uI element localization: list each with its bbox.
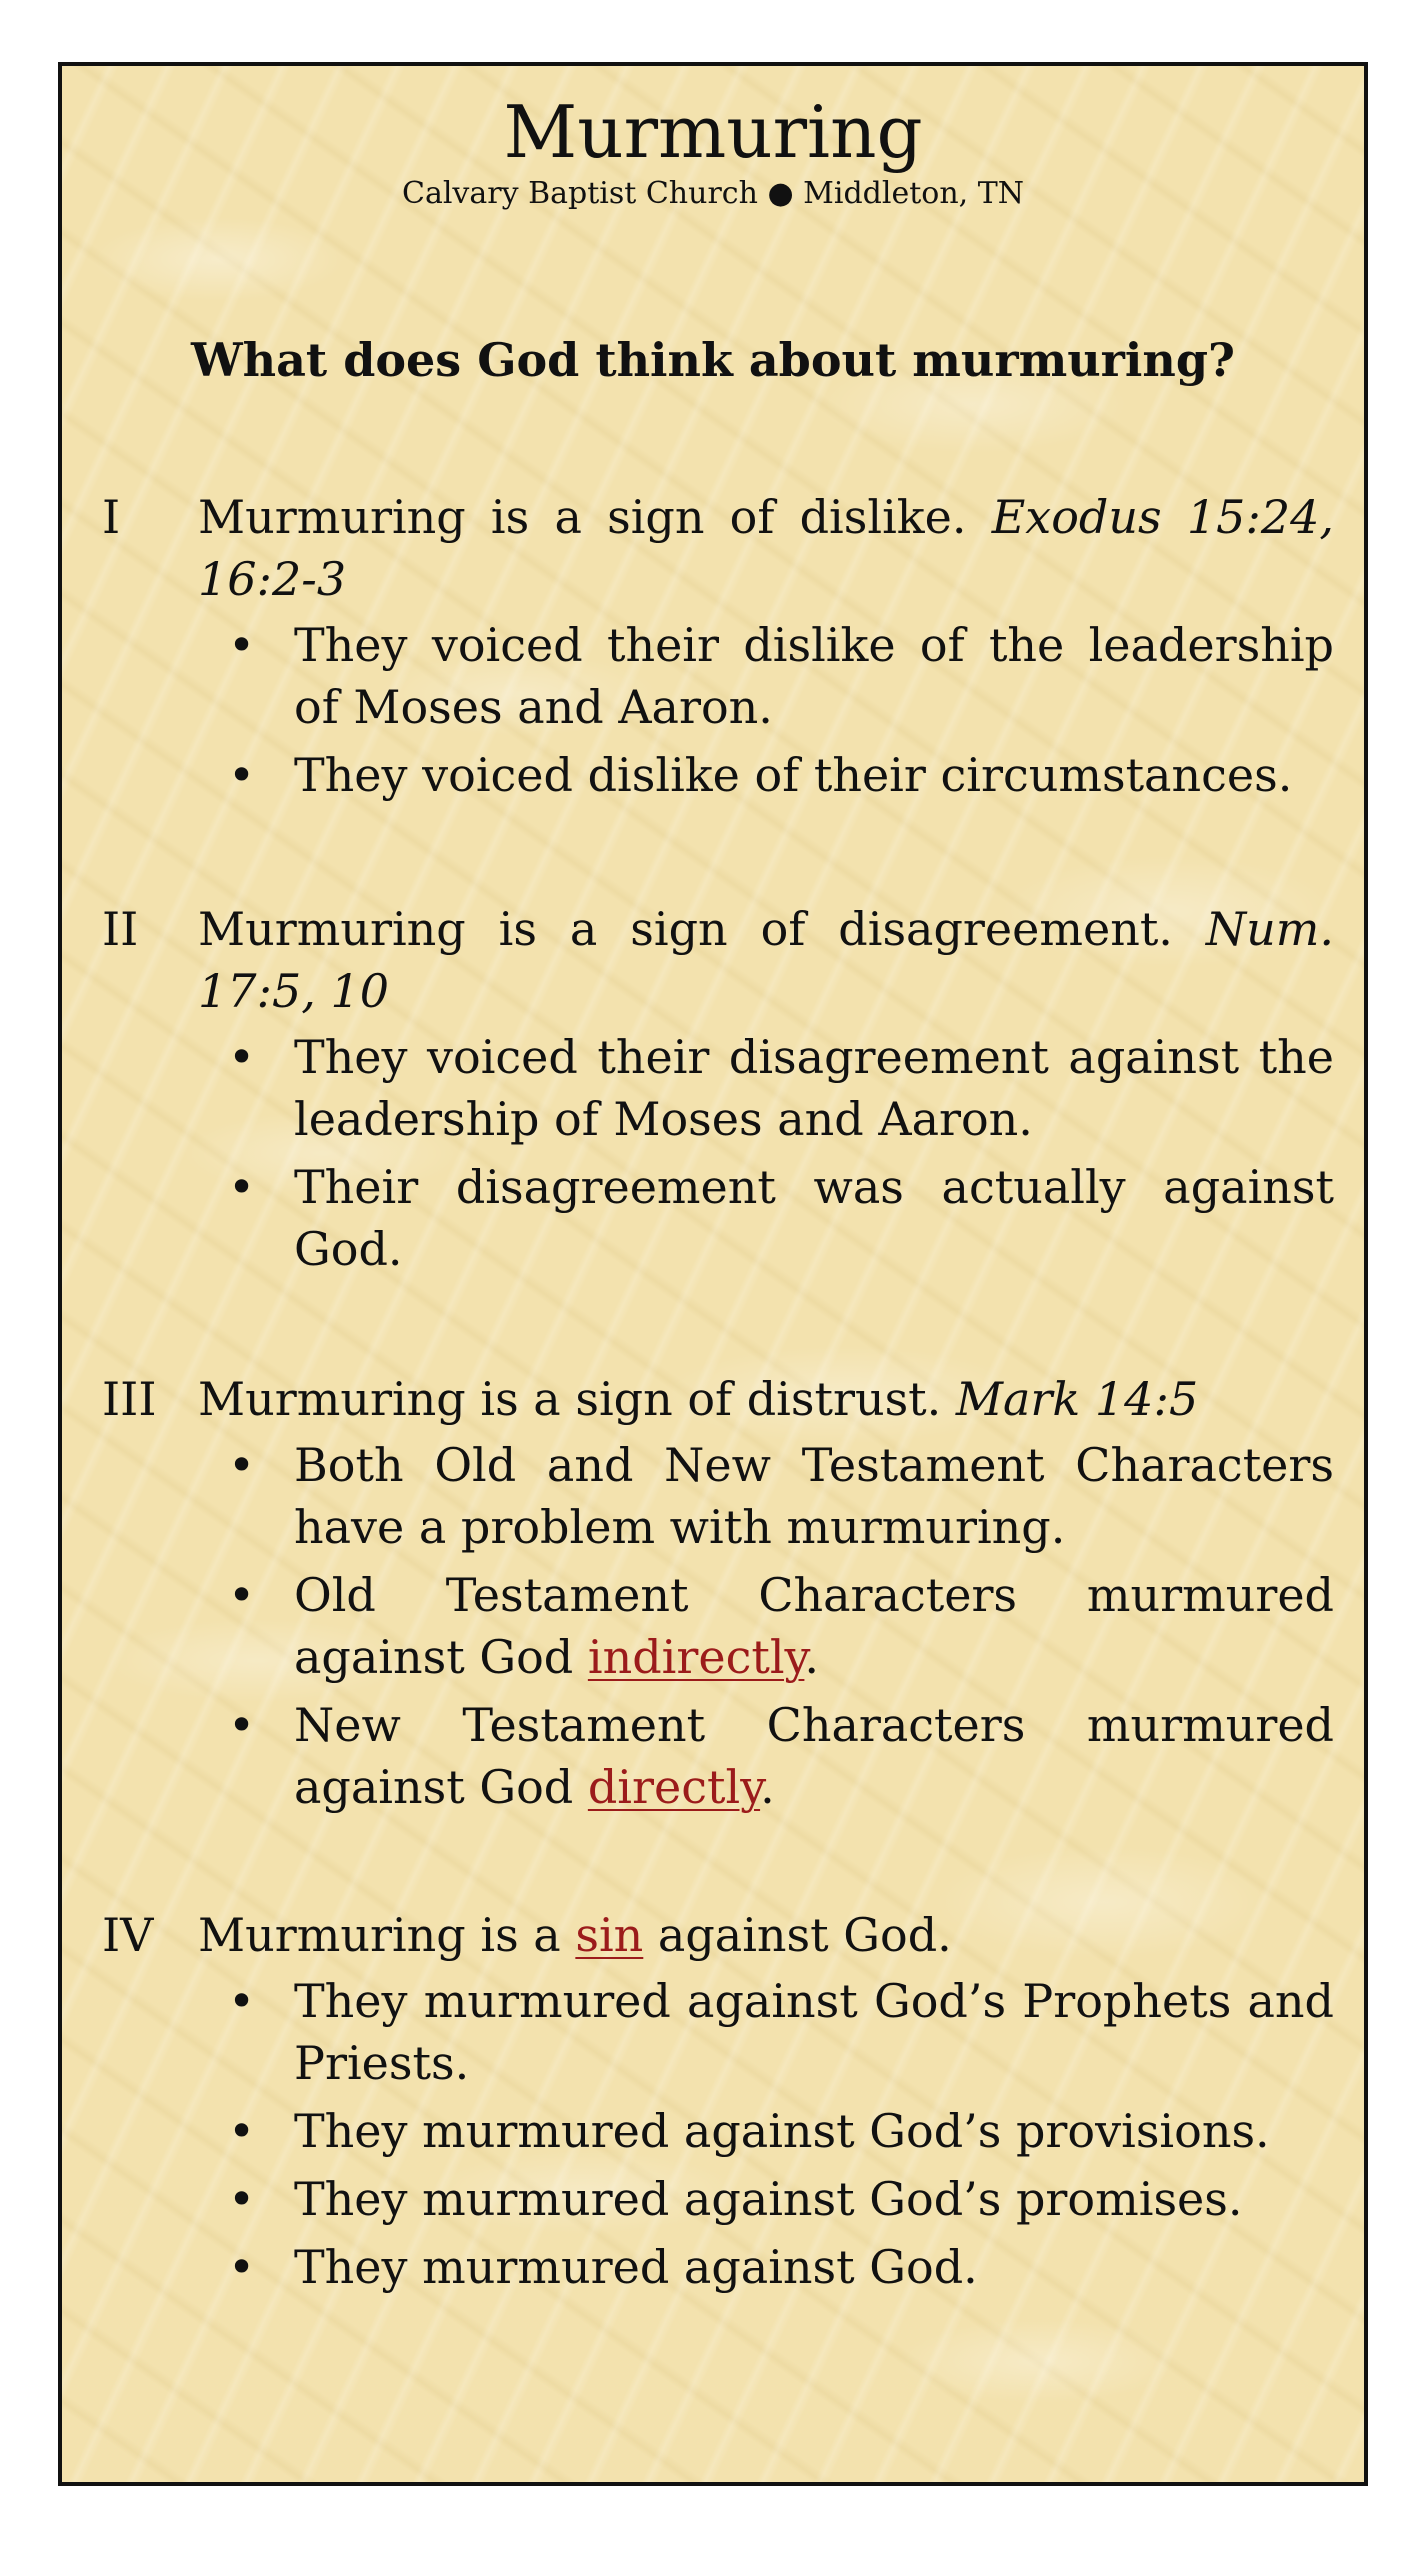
section-numeral: III <box>102 1372 157 1426</box>
bullet-icon: • <box>228 1438 256 1492</box>
list-item <box>198 614 1334 738</box>
bullet-icon: • <box>228 1160 256 1214</box>
list-item <box>198 1970 1334 2094</box>
bullet-icon: • <box>228 748 256 802</box>
heading-text: Murmuring is a sign of dislike. <box>198 490 967 544</box>
heading-text-end: against God. <box>643 1908 952 1962</box>
list-item <box>198 1026 1334 1150</box>
heading-text: Murmuring is a <box>198 1908 576 1962</box>
bullet-icon: • <box>228 2240 256 2294</box>
church-subtitle: Calvary Baptist Church ● Middleton, TN <box>401 176 1025 211</box>
bullet-icon: • <box>228 1698 256 1752</box>
bullet-text-end: . <box>804 1630 820 1684</box>
bullet-text: They murmured against God’s promises. <box>294 2172 1243 2226</box>
bullet-icon: • <box>228 1030 256 1084</box>
main-question: What does God think about murmuring? <box>191 333 1235 387</box>
scripture-reference: Exodus 15:24, 16:2-3 <box>198 490 1335 606</box>
list-item <box>198 744 1334 806</box>
bullet-text: Both Old and New Testament Characters have a problem with murmuring. <box>294 1438 1334 1554</box>
section-heading <box>198 1368 1334 1430</box>
list-item <box>198 1434 1334 1558</box>
list-item <box>198 2168 1334 2230</box>
heading-text: Murmuring is a sign of disagreement. <box>198 902 1173 956</box>
bullet-icon: • <box>228 1568 256 1622</box>
bullet-list <box>198 1970 1334 2304</box>
list-item <box>198 1564 1334 1688</box>
bullet-text-end: . <box>760 1760 775 1814</box>
bullet-icon: • <box>228 618 256 672</box>
bullet-icon: • <box>228 1974 256 2028</box>
section-heading <box>198 1904 1334 1966</box>
bullet-text: They voiced their disagreement against the leadership of Moses and Aaron. <box>294 1030 1334 1146</box>
heading-text: Murmuring is a sign of distrust. <box>198 1372 942 1426</box>
bullet-list <box>198 1434 1334 1824</box>
section-numeral: II <box>102 902 139 956</box>
bullet-text: They voiced their dislike of the leadership of Moses and Aaron. <box>294 618 1334 734</box>
scripture-reference: Mark 14:5 <box>955 1372 1199 1426</box>
bullet-text: New Testament Characters murmured against God <box>294 1698 1334 1814</box>
section-heading <box>198 486 1334 610</box>
emphasis-word: directly <box>587 1760 761 1814</box>
bullet-text: They murmured against God’s Prophets and Priests. <box>294 1974 1334 2090</box>
list-item <box>198 1694 1334 1818</box>
bullet-text: They voiced dislike of their circumstances. <box>294 748 1293 802</box>
section-heading <box>198 898 1334 1022</box>
handout-page <box>58 62 1368 2486</box>
bullet-text: They murmured against God’s provisions. <box>294 2104 1270 2158</box>
emphasis-word: indirectly <box>587 1630 805 1684</box>
bullet-list <box>198 1026 1334 1286</box>
bullet-icon: • <box>228 2172 256 2226</box>
emphasis-word: sin <box>575 1908 644 1962</box>
bullet-text: Old Testament Characters murmured against God <box>294 1568 1334 1684</box>
scripture-reference: Num. 17:5, 10 <box>198 902 1335 1018</box>
list-item <box>198 2100 1334 2162</box>
section-numeral: IV <box>102 1908 154 1962</box>
page-title: Murmuring <box>503 90 923 174</box>
section-numeral: I <box>102 490 121 544</box>
bullet-text: They murmured against God. <box>294 2240 978 2294</box>
list-item <box>198 1156 1334 1280</box>
bullet-text: Their disagreement was actually against God. <box>294 1160 1334 1276</box>
list-item <box>198 2236 1334 2298</box>
bullet-list <box>198 614 1334 812</box>
bullet-icon: • <box>228 2104 256 2158</box>
